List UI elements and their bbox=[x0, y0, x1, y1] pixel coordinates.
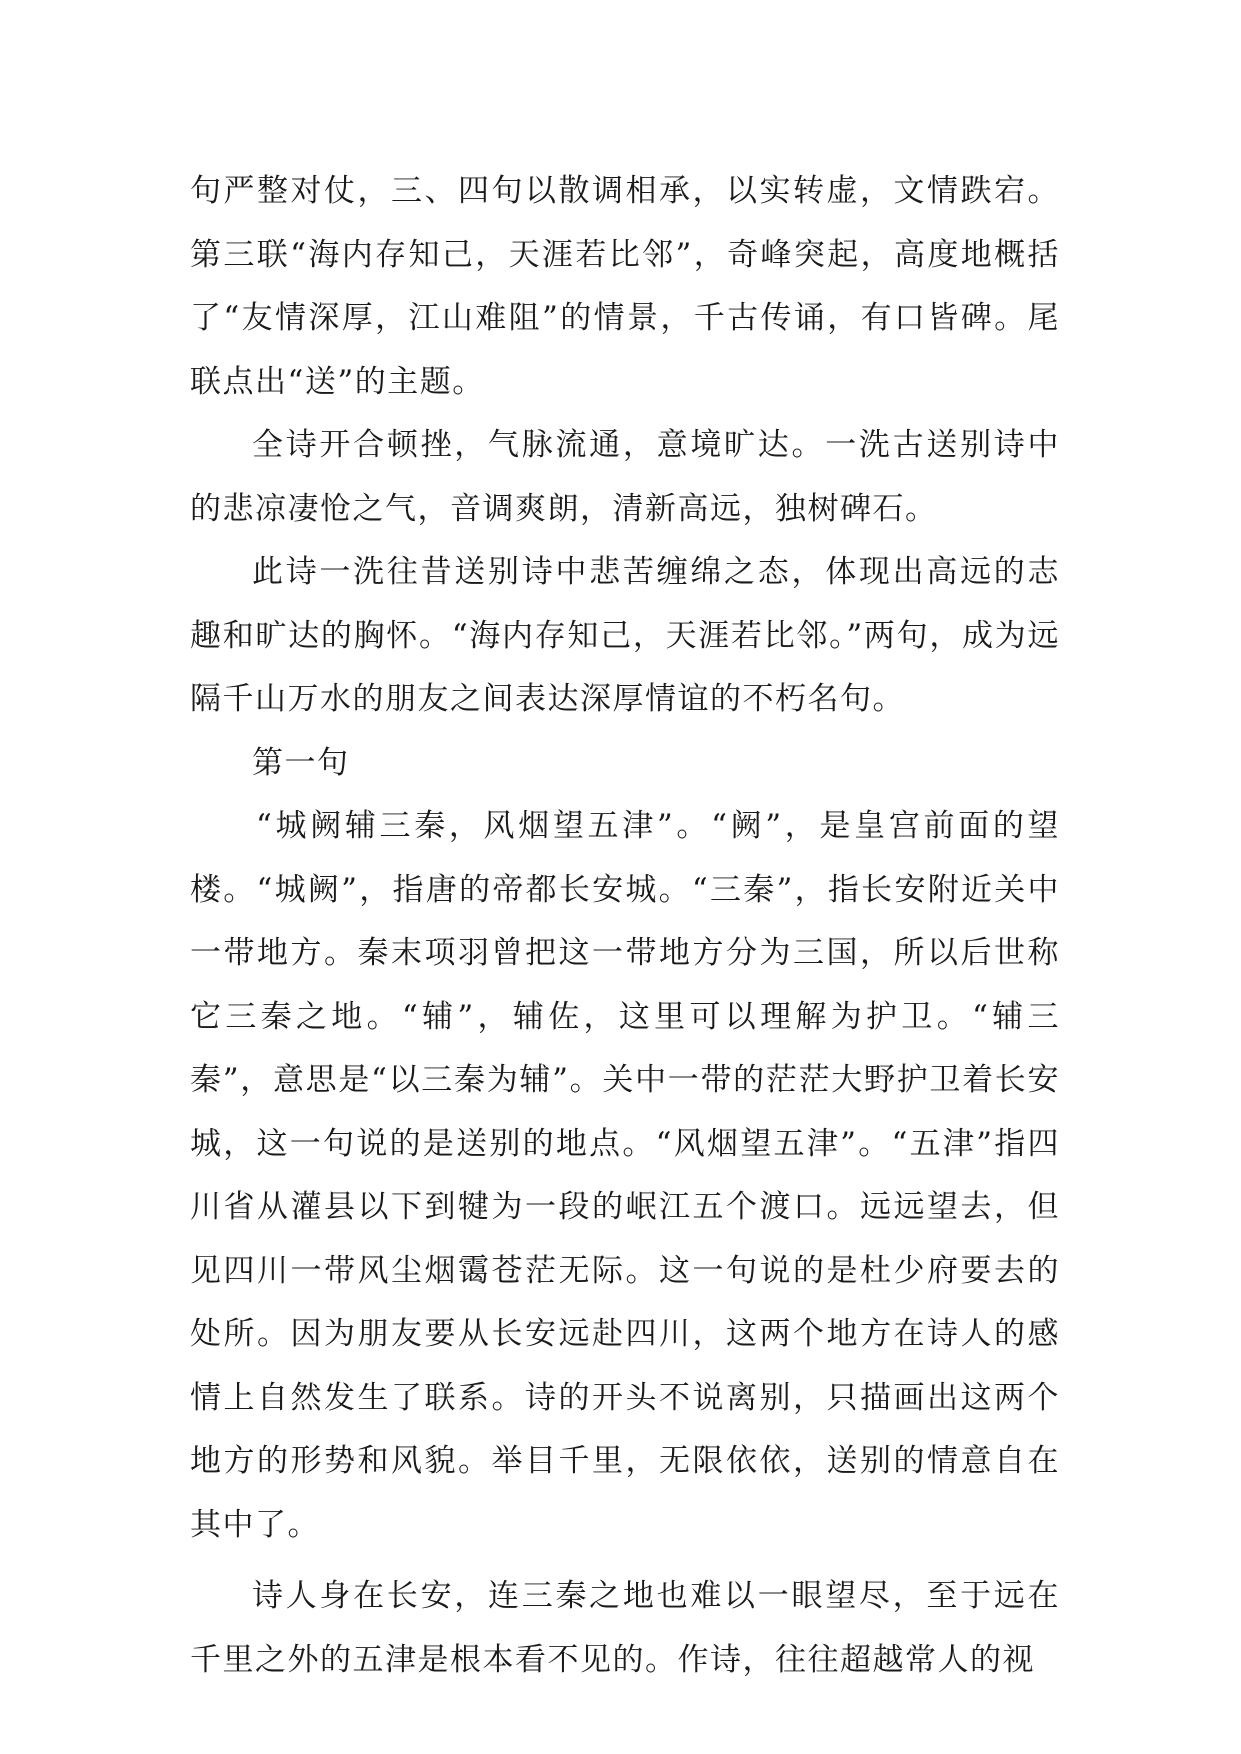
paragraph: 全诗开合顿挫，气脉流通，意境旷达。一洗古送别诗中的悲凉凄怆之气，音调爽朗，清新高远，独树碑石。 bbox=[190, 427, 1060, 527]
paragraph: 此诗一洗往昔送别诗中悲苦缠绵之态，体现出高远的志趣和旷达的胸怀。“海内存知己，天涯若比邻。”两句，成为远隔千山万水的朋友之间表达深厚情谊的不朽名句。 bbox=[190, 554, 1060, 717]
paragraph-continuation: 句严整对仗，三、四句以散调相承，以实转虚，文情跌宕。第三联“海内存知己，天涯若比邻”，奇峰突起，高度地概括了“友情深厚，江山难阻”的情景，千古传诵，有口皆碑。尾联点出“送”的主题。 bbox=[190, 173, 1060, 400]
section-heading: 第一句 bbox=[252, 744, 350, 781]
paragraph: “城阙辅三秦，风烟望五津”。“阙”，是皇宫前面的望楼。“城阙”，指唐的帝都长安城。“三秦”，指长安附近关中一带地方。秦末项羽曾把这一带地方分为三国，所以后世称它三秦之地。“辅”，辅佐，这里可以理解为护卫。“辅三秦”，意思是“以三秦为辅”。关中一带的茫茫大野护卫着长安城，这一句说的是送别的地点。“风烟望五津”。“五津”指四川省从灌县以下到犍为一段的岷江五个渡口。远远望去，但见四川一带风尘烟霭苍茫无际。这一句说的是杜少府要去的处所。因为朋友要从长安远赴四川，这两个地方在诗人的感情上自然发生了联系。诗的开头不说离别，只描画出这两个地方的形势和风貌。举目千里，无限依依，送别的情意自在其中了。 bbox=[190, 808, 1060, 1543]
paragraph: 诗人身在长安，连三秦之地也难以一眼望尽，至于远在千里之外的五津是根本看不见的。作诗，往往超越常人的视 bbox=[190, 1578, 1060, 1678]
document-body bbox=[190, 160, 1060, 1692]
